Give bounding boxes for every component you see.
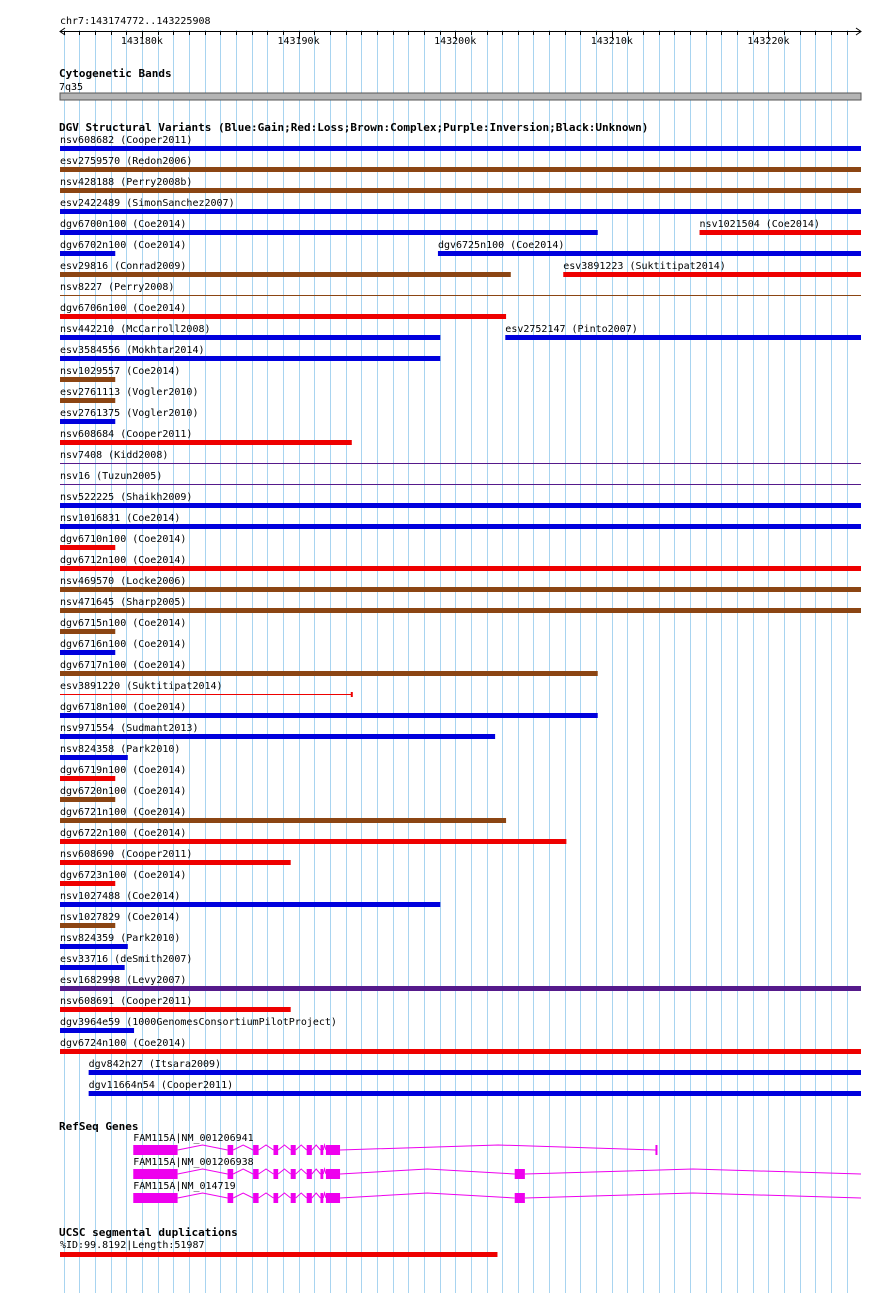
dgv-feature-label: dgv6721n100 (Coe2014) — [60, 807, 187, 818]
refseq-exon[interactable] — [307, 1169, 312, 1179]
dgv-feature-label: nsv471645 (Sharp2005) — [60, 597, 187, 608]
dgv-feature[interactable] — [60, 135, 861, 151]
dgv-feature-label: dgv6724n100 (Coe2014) — [60, 1038, 187, 1049]
refseq-intron — [340, 1193, 515, 1198]
refseq-intron — [525, 1193, 861, 1198]
refseq-intron — [312, 1145, 321, 1150]
refseq-exon[interactable] — [326, 1169, 340, 1179]
dgv-feature-bar[interactable] — [60, 272, 511, 277]
ruler-tick-label: 143190k — [277, 36, 320, 47]
dgv-feature-bar[interactable] — [438, 251, 861, 256]
refseq-track — [59, 1120, 861, 1203]
refseq-exon[interactable] — [273, 1193, 278, 1203]
refseq-exon[interactable] — [291, 1193, 296, 1203]
dgv-feature-label: nsv16 (Tuzun2005) — [60, 471, 163, 482]
dgv-feature-bar[interactable] — [60, 608, 861, 613]
dgv-feature-bar[interactable] — [60, 356, 440, 361]
dgv-feature-label: esv3584556 (Mokhtar2014) — [60, 345, 205, 356]
ruler-tick-label: 143210k — [590, 36, 633, 47]
dgv-feature[interactable] — [60, 1038, 861, 1054]
dgv-feature-label: esv2761113 (Vogler2010) — [60, 387, 199, 398]
dgv-feature[interactable] — [60, 324, 440, 340]
dgv-feature[interactable] — [60, 618, 186, 634]
dgv-feature-label: esv3891220 (Suktitipat2014) — [60, 681, 223, 692]
dgv-feature-bar[interactable] — [60, 986, 861, 991]
ruler-tick-label: 143220k — [747, 36, 790, 47]
dgv-feature[interactable] — [563, 261, 861, 277]
ruler-tick-label: 143200k — [434, 36, 477, 47]
refseq-intron — [278, 1193, 291, 1198]
dgv-feature-bar[interactable] — [60, 419, 115, 424]
dgv-feature-bar[interactable] — [60, 167, 861, 172]
dgv-feature[interactable] — [60, 891, 440, 907]
refseq-exon[interactable] — [307, 1145, 312, 1155]
refseq-exon[interactable] — [133, 1193, 177, 1203]
dgv-feature-label: esv33716 (deSmith2007) — [60, 954, 193, 965]
dgv-feature-bar[interactable] — [60, 209, 861, 214]
dgv-feature-bar[interactable] — [60, 377, 115, 382]
dgv-feature-label: esv3891223 (Suktitipat2014) — [563, 261, 726, 272]
dgv-feature-label: nsv8227 (Perry2008) — [60, 282, 175, 293]
dgv-feature-bar[interactable] — [563, 272, 861, 277]
dgv-feature[interactable] — [60, 1017, 337, 1033]
dgv-feature-label: nsv1016831 (Coe2014) — [60, 513, 181, 524]
dgv-feature-bar[interactable] — [60, 629, 115, 634]
cytoband-label: 7q35 — [59, 82, 84, 93]
dgv-feature-label: nsv522225 (Shaikh2009) — [60, 492, 193, 503]
dgv-feature-bar[interactable] — [60, 545, 115, 550]
dgv-feature-label: dgv6725n100 (Coe2014) — [437, 240, 565, 251]
dgv-feature[interactable] — [60, 345, 440, 361]
dgv-feature-label: dgv6719n100 (Coe2014) — [60, 765, 187, 776]
position-ruler — [60, 16, 861, 47]
dgv-feature-bar[interactable] — [60, 881, 115, 886]
dgv-feature[interactable] — [60, 723, 495, 739]
dgv-feature[interactable] — [89, 1059, 861, 1075]
refseq-exon[interactable] — [326, 1193, 340, 1203]
refseq-exon[interactable] — [228, 1193, 234, 1203]
dgv-feature-label: nsv608684 (Cooper2011) — [60, 429, 193, 440]
refseq-exon[interactable] — [253, 1145, 258, 1155]
dgv-feature-label: dgv6702n100 (Coe2014) — [60, 240, 187, 251]
dgv-feature-bar[interactable] — [60, 587, 861, 592]
dgv-track — [59, 121, 861, 1096]
dgv-feature-label: esv2761375 (Vogler2010) — [60, 408, 199, 419]
dgv-feature-label: dgv6700n100 (Coe2014) — [60, 219, 187, 230]
dgv-feature[interactable] — [89, 1080, 861, 1096]
dgv-feature-label: dgv6715n100 (Coe2014) — [60, 618, 187, 629]
dgv-feature[interactable] — [60, 282, 861, 296]
dgv-feature-label: nsv469570 (Locke2006) — [60, 576, 187, 587]
refseq-exon[interactable] — [253, 1169, 258, 1179]
refseq-gene[interactable] — [133, 1181, 861, 1203]
dgv-feature-bar[interactable] — [60, 188, 861, 193]
dgv-feature-bar[interactable] — [60, 146, 861, 151]
dgv-feature-bar[interactable] — [60, 755, 128, 760]
refseq-exon[interactable] — [515, 1169, 525, 1179]
dgv-feature[interactable] — [60, 828, 566, 844]
dgv-feature-label: esv2759570 (Redon2006) — [60, 156, 193, 167]
dgv-feature[interactable] — [60, 765, 186, 781]
refseq-exon[interactable] — [291, 1169, 296, 1179]
segdup-track — [59, 1226, 497, 1257]
dgv-feature-label: nsv1021504 (Coe2014) — [699, 219, 820, 230]
dgv-feature-bar[interactable] — [89, 1070, 861, 1075]
cytoband-track-title: Cytogenetic Bands — [59, 67, 172, 80]
refseq-exon[interactable] — [326, 1145, 340, 1155]
dgv-feature-label: dgv6716n100 (Coe2014) — [60, 639, 187, 650]
refseq-intron — [278, 1169, 291, 1174]
dgv-feature[interactable] — [60, 408, 198, 424]
dgv-feature-bar[interactable] — [60, 671, 598, 676]
ruler-tick-label: 143180k — [120, 36, 163, 47]
refseq-intron — [525, 1169, 861, 1174]
dgv-feature-bar[interactable] — [700, 230, 861, 235]
dgv-feature-label: nsv824359 (Park2010) — [60, 933, 181, 944]
refseq-exon[interactable] — [320, 1169, 323, 1179]
refseq-gene-label: FAM115A|NM_001206938 — [133, 1157, 254, 1168]
refseq-exon[interactable] — [273, 1145, 278, 1155]
refseq-exon[interactable] — [320, 1145, 323, 1155]
refseq-gene-label: FAM115A|NM_014719 — [133, 1181, 236, 1192]
refseq-gene[interactable] — [133, 1133, 657, 1155]
dgv-feature[interactable] — [60, 366, 180, 382]
dgv-feature-label: nsv971554 (Sudmant2013) — [60, 723, 199, 734]
refseq-exon[interactable] — [228, 1145, 234, 1155]
refseq-exon[interactable] — [133, 1145, 177, 1155]
dgv-feature-bar[interactable] — [60, 1049, 861, 1054]
refseq-intron — [259, 1145, 274, 1150]
dgv-feature-label: nsv1027829 (Coe2014) — [60, 912, 181, 923]
refseq-exon[interactable] — [273, 1169, 278, 1179]
dgv-feature[interactable] — [505, 324, 861, 340]
refseq-gene[interactable] — [133, 1157, 861, 1179]
refseq-intron — [323, 1145, 326, 1150]
refseq-exon[interactable] — [133, 1169, 177, 1179]
dgv-feature-label: dgv11664n54 (Cooper2011) — [88, 1080, 234, 1091]
dgv-feature[interactable] — [60, 156, 861, 172]
refseq-exon[interactable] — [320, 1193, 323, 1203]
dgv-feature-label: esv1682998 (Levy2007) — [60, 975, 187, 986]
dgv-feature-label: nsv428188 (Perry2008b) — [60, 177, 193, 188]
dgv-feature-label: dgv3964e59 (1000GenomesConsortiumPilotProject) — [60, 1017, 337, 1028]
dgv-feature[interactable] — [60, 849, 291, 865]
dgv-feature[interactable] — [60, 177, 861, 193]
dgv-feature-label: dgv6722n100 (Coe2014) — [60, 828, 187, 839]
dgv-feature-bar[interactable] — [60, 335, 440, 340]
dgv-feature[interactable] — [700, 219, 861, 235]
dgv-feature-label: dgv6720n100 (Coe2014) — [60, 786, 187, 797]
dgv-feature-bar[interactable] — [60, 650, 115, 655]
dgv-feature-label: esv2422489 (SimonSanchez2007) — [60, 198, 235, 209]
region-label: chr7:143174772..143225908 — [60, 16, 211, 27]
cytoband-7q35-bar[interactable] — [60, 93, 861, 100]
dgv-feature-label: dgv6710n100 (Coe2014) — [60, 534, 187, 545]
dgv-feature[interactable] — [60, 996, 291, 1012]
dgv-feature-label: nsv7408 (Kidd2008) — [60, 450, 169, 461]
dgv-feature-bar[interactable] — [60, 797, 115, 802]
dgv-feature-bar[interactable] — [60, 776, 115, 781]
dgv-feature-label: esv2752147 (Pinto2007) — [505, 324, 638, 335]
refseq-exon[interactable] — [291, 1145, 296, 1155]
dgv-feature-bar[interactable] — [60, 818, 506, 823]
dgv-feature[interactable] — [60, 681, 352, 697]
dgv-feature[interactable] — [60, 597, 861, 613]
refseq-intron — [259, 1169, 274, 1174]
refseq-track-title: RefSeq Genes — [59, 1120, 139, 1133]
dgv-feature-bar[interactable] — [60, 440, 352, 445]
segdup-track-title: UCSC segmental duplications — [59, 1226, 238, 1239]
dgv-feature-label: nsv824358 (Park2010) — [60, 744, 181, 755]
dgv-track-title: DGV Structural Variants (Blue:Gain;Red:Loss;Brown:Complex;Purple:Inversion;Black:Unknown) — [59, 121, 649, 134]
dgv-feature-label: dgv842n27 (Itsara2009) — [88, 1059, 222, 1070]
dgv-feature-label: dgv6723n100 (Coe2014) — [60, 870, 187, 881]
dgv-feature[interactable] — [60, 534, 186, 550]
refseq-exon[interactable] — [307, 1193, 312, 1203]
dgv-feature[interactable] — [60, 471, 861, 485]
dgv-feature-bar[interactable] — [60, 1028, 134, 1033]
dgv-feature[interactable] — [60, 912, 180, 928]
dgv-feature-bar[interactable] — [60, 251, 115, 256]
dgv-feature-bar[interactable] — [60, 398, 115, 403]
dgv-feature-label: dgv6717n100 (Coe2014) — [60, 660, 187, 671]
dgv-feature[interactable] — [60, 513, 861, 529]
dgv-feature[interactable] — [60, 870, 186, 886]
dgv-feature[interactable] — [60, 219, 598, 235]
dgv-feature[interactable] — [60, 450, 861, 464]
refseq-exon[interactable] — [228, 1169, 234, 1179]
dgv-feature[interactable] — [60, 492, 861, 508]
dgv-feature-bar[interactable] — [60, 902, 440, 907]
refseq-intron — [323, 1193, 326, 1198]
dgv-feature-bar[interactable] — [60, 839, 566, 844]
dgv-feature-bar[interactable] — [60, 860, 291, 865]
refseq-intron — [312, 1193, 321, 1198]
segdup-feature[interactable] — [60, 1240, 497, 1257]
dgv-feature-label: nsv608682 (Cooper2011) — [60, 135, 193, 146]
refseq-exon[interactable] — [515, 1193, 525, 1203]
dgv-feature[interactable] — [60, 660, 598, 676]
refseq-exon[interactable] — [253, 1193, 258, 1203]
dgv-feature-bar[interactable] — [60, 965, 125, 970]
cytoband-track[interactable] — [59, 67, 861, 100]
dgv-feature-label: nsv608691 (Cooper2011) — [60, 996, 193, 1007]
dgv-feature-bar[interactable] — [60, 314, 506, 319]
dgv-feature-bar[interactable] — [505, 335, 861, 340]
refseq-intron — [259, 1193, 274, 1198]
dgv-feature-label: nsv608690 (Cooper2011) — [60, 849, 193, 860]
dgv-feature-bar[interactable] — [60, 923, 115, 928]
dgv-feature-label: dgv6718n100 (Coe2014) — [60, 702, 187, 713]
dgv-feature-bar[interactable] — [60, 524, 861, 529]
dgv-feature-bar[interactable] — [89, 1091, 861, 1096]
dgv-feature[interactable] — [60, 933, 180, 949]
dgv-feature-bar[interactable] — [60, 566, 861, 571]
dgv-feature[interactable] — [60, 198, 861, 214]
dgv-feature[interactable] — [60, 702, 598, 718]
dgv-feature-label: nsv1027488 (Coe2014) — [60, 891, 181, 902]
refseq-intron — [323, 1169, 326, 1174]
dgv-feature-bar[interactable] — [60, 503, 861, 508]
dgv-feature-label: esv29816 (Conrad2009) — [60, 261, 187, 272]
dgv-feature-bar[interactable] — [60, 734, 495, 739]
refseq-intron — [296, 1169, 307, 1174]
refseq-intron — [340, 1169, 515, 1174]
refseq-gene-label: FAM115A|NM_001206941 — [133, 1133, 254, 1144]
dgv-feature-bar[interactable] — [60, 230, 598, 235]
dgv-feature[interactable] — [60, 639, 186, 655]
segdup-feature-label: %ID:99.8192|Length:51987 — [60, 1240, 205, 1251]
dgv-feature[interactable] — [60, 975, 861, 991]
dgv-feature-bar[interactable] — [60, 713, 598, 718]
refseq-intron — [296, 1193, 307, 1198]
dgv-feature-label: dgv6712n100 (Coe2014) — [60, 555, 187, 566]
dgv-feature[interactable] — [60, 387, 198, 403]
dgv-feature[interactable] — [60, 240, 186, 256]
dgv-feature[interactable] — [60, 261, 511, 277]
dgv-feature-label: nsv442210 (McCarroll2008) — [60, 324, 211, 335]
refseq-gene-endcap — [655, 1145, 657, 1155]
dgv-feature-label: dgv6706n100 (Coe2014) — [60, 303, 187, 314]
dgv-feature[interactable] — [438, 240, 861, 256]
dgv-feature[interactable] — [60, 576, 861, 592]
dgv-feature[interactable] — [60, 744, 180, 760]
dgv-feature-bar[interactable] — [60, 1007, 291, 1012]
dgv-feature[interactable] — [60, 555, 861, 571]
dgv-feature-bar[interactable] — [60, 944, 128, 949]
dgv-feature[interactable] — [60, 786, 186, 802]
segdup-feature-bar[interactable] — [60, 1252, 497, 1257]
refseq-intron — [340, 1145, 656, 1150]
refseq-intron — [312, 1169, 321, 1174]
refseq-intron — [278, 1145, 291, 1150]
dgv-feature-label: nsv1029557 (Coe2014) — [60, 366, 181, 377]
refseq-intron — [296, 1145, 307, 1150]
